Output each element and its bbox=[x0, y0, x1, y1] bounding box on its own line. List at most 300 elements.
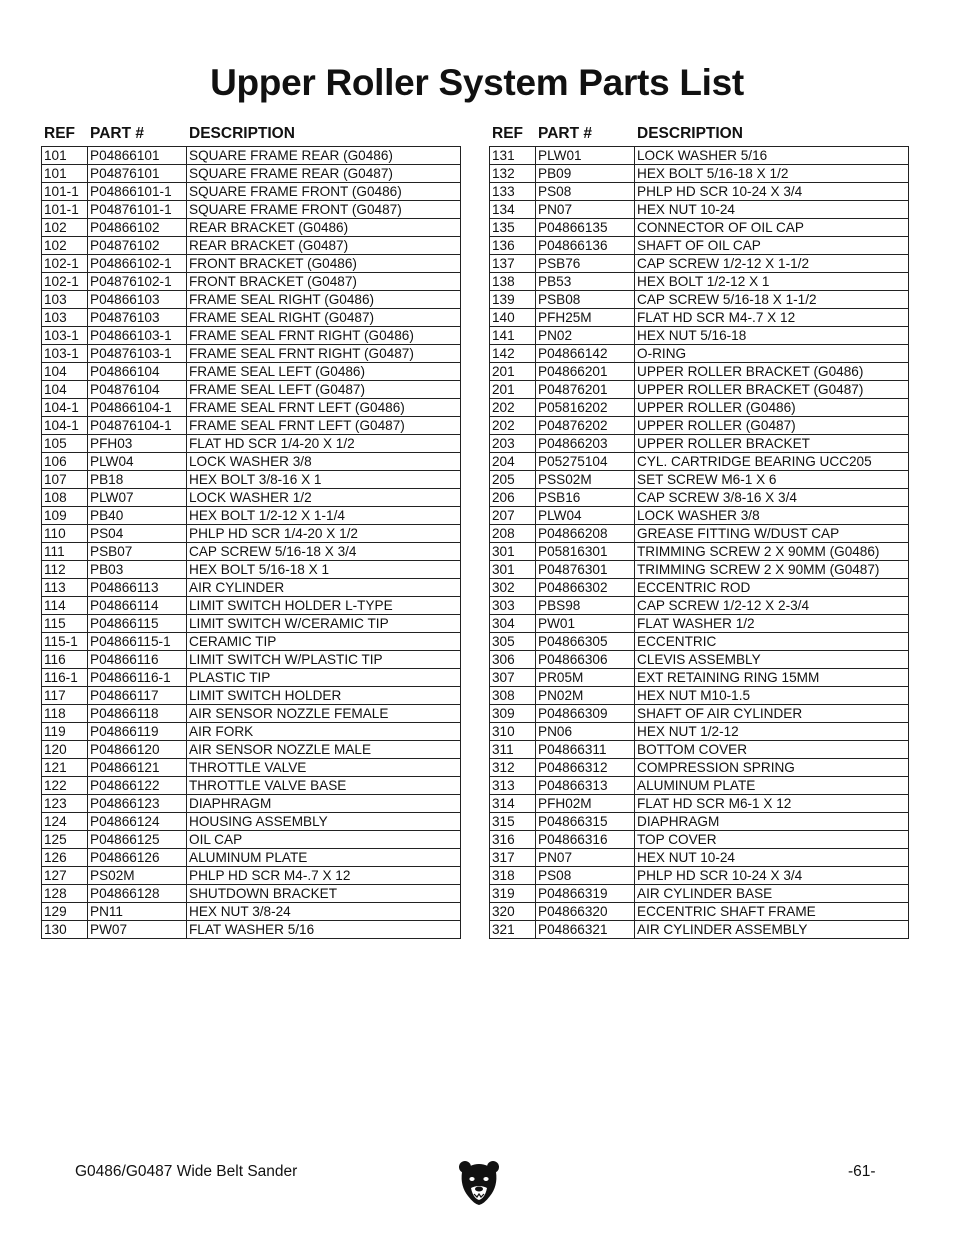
cell-part-number: PB53 bbox=[536, 273, 635, 291]
cell-ref: 205 bbox=[490, 471, 536, 489]
table-row bbox=[490, 327, 909, 345]
table-row bbox=[42, 669, 461, 687]
cell-part-number: PS08 bbox=[536, 867, 635, 885]
table-row bbox=[42, 147, 461, 165]
cell-description: HEX BOLT 5/16-18 X 1/2 bbox=[635, 165, 909, 183]
cell-description: FLAT HD SCR M6-1 X 12 bbox=[635, 795, 909, 813]
table-row bbox=[490, 489, 909, 507]
cell-part-number: P04866119 bbox=[88, 723, 187, 741]
cell-ref: 119 bbox=[42, 723, 88, 741]
cell-part-number: PSS02M bbox=[536, 471, 635, 489]
table-row bbox=[490, 417, 909, 435]
cell-description: HEX NUT 10-24 bbox=[635, 849, 909, 867]
table-row bbox=[490, 687, 909, 705]
cell-ref: 130 bbox=[42, 921, 88, 939]
cell-part-number: PLW07 bbox=[88, 489, 187, 507]
cell-part-number: PBS98 bbox=[536, 597, 635, 615]
cell-ref: 310 bbox=[490, 723, 536, 741]
cell-description: CLEVIS ASSEMBLY bbox=[635, 651, 909, 669]
table-row bbox=[42, 597, 461, 615]
table-row bbox=[490, 219, 909, 237]
cell-part-number: P04876103 bbox=[88, 309, 187, 327]
cell-description: LOCK WASHER 3/8 bbox=[187, 453, 461, 471]
cell-part-number: P04866102-1 bbox=[88, 255, 187, 273]
cell-ref: 318 bbox=[490, 867, 536, 885]
cell-part-number: PN07 bbox=[536, 849, 635, 867]
table-row bbox=[42, 345, 461, 363]
table-row bbox=[42, 309, 461, 327]
cell-description: FRONT BRACKET (G0486) bbox=[187, 255, 461, 273]
cell-part-number: P04866201 bbox=[536, 363, 635, 381]
cell-ref: 103 bbox=[42, 291, 88, 309]
cell-part-number: P04866117 bbox=[88, 687, 187, 705]
cell-description: HEX BOLT 5/16-18 X 1 bbox=[187, 561, 461, 579]
cell-ref: 317 bbox=[490, 849, 536, 867]
cell-description: AIR CYLINDER ASSEMBLY bbox=[635, 921, 909, 939]
cell-ref: 316 bbox=[490, 831, 536, 849]
table-row bbox=[42, 435, 461, 453]
cell-description: TRIMMING SCREW 2 X 90MM (G0486) bbox=[635, 543, 909, 561]
cell-part-number: PB09 bbox=[536, 165, 635, 183]
cell-part-number: PB40 bbox=[88, 507, 187, 525]
cell-part-number: P04866113 bbox=[88, 579, 187, 597]
table-row bbox=[490, 273, 909, 291]
cell-ref: 320 bbox=[490, 903, 536, 921]
cell-part-number: P04866313 bbox=[536, 777, 635, 795]
table-row bbox=[490, 201, 909, 219]
table-row bbox=[490, 561, 909, 579]
cell-description: CAP SCREW 1/2-12 X 2-3/4 bbox=[635, 597, 909, 615]
table-row bbox=[490, 345, 909, 363]
table-row bbox=[42, 417, 461, 435]
cell-ref: 103-1 bbox=[42, 345, 88, 363]
cell-ref: 109 bbox=[42, 507, 88, 525]
cell-part-number: P04866115 bbox=[88, 615, 187, 633]
cell-description: AIR SENSOR NOZZLE FEMALE bbox=[187, 705, 461, 723]
cell-ref: 102-1 bbox=[42, 273, 88, 291]
cell-part-number: P04866309 bbox=[536, 705, 635, 723]
table-row bbox=[490, 597, 909, 615]
table-row bbox=[42, 633, 461, 651]
cell-ref: 111 bbox=[42, 543, 88, 561]
cell-description: CERAMIC TIP bbox=[187, 633, 461, 651]
cell-ref: 110 bbox=[42, 525, 88, 543]
cell-ref: 202 bbox=[490, 417, 536, 435]
cell-part-number: P04866319 bbox=[536, 885, 635, 903]
cell-ref: 106 bbox=[42, 453, 88, 471]
table-row bbox=[42, 615, 461, 633]
table-row bbox=[42, 201, 461, 219]
table-header bbox=[41, 123, 460, 145]
table-row bbox=[490, 795, 909, 813]
cell-part-number: P04866116-1 bbox=[88, 669, 187, 687]
header-ref: REF bbox=[44, 125, 75, 142]
cell-description: SET SCREW M6-1 X 6 bbox=[635, 471, 909, 489]
cell-description: GREASE FITTING W/DUST CAP bbox=[635, 525, 909, 543]
table-row bbox=[490, 885, 909, 903]
table-row bbox=[490, 363, 909, 381]
cell-description: HEX NUT 10-24 bbox=[635, 201, 909, 219]
cell-part-number: P04866306 bbox=[536, 651, 635, 669]
cell-part-number: P04876103-1 bbox=[88, 345, 187, 363]
cell-description: LOCK WASHER 1/2 bbox=[187, 489, 461, 507]
cell-part-number: P04866136 bbox=[536, 237, 635, 255]
cell-part-number: P04866123 bbox=[88, 795, 187, 813]
cell-ref: 102 bbox=[42, 237, 88, 255]
cell-description: THROTTLE VALVE bbox=[187, 759, 461, 777]
table-row bbox=[42, 363, 461, 381]
cell-description: AIR SENSOR NOZZLE MALE bbox=[187, 741, 461, 759]
cell-part-number: P04876201 bbox=[536, 381, 635, 399]
cell-ref: 305 bbox=[490, 633, 536, 651]
cell-part-number: PLW04 bbox=[536, 507, 635, 525]
cell-ref: 304 bbox=[490, 615, 536, 633]
cell-description: DIAPHRAGM bbox=[635, 813, 909, 831]
cell-ref: 108 bbox=[42, 489, 88, 507]
cell-ref: 306 bbox=[490, 651, 536, 669]
cell-description: AIR CYLINDER bbox=[187, 579, 461, 597]
table-row bbox=[490, 579, 909, 597]
cell-ref: 101 bbox=[42, 147, 88, 165]
cell-ref: 206 bbox=[490, 489, 536, 507]
table-row bbox=[42, 705, 461, 723]
cell-description: ECCENTRIC SHAFT FRAME bbox=[635, 903, 909, 921]
cell-part-number: PFH25M bbox=[536, 309, 635, 327]
cell-ref: 124 bbox=[42, 813, 88, 831]
table-row bbox=[490, 165, 909, 183]
table-row bbox=[42, 165, 461, 183]
table-row bbox=[490, 381, 909, 399]
cell-description: ALUMINUM PLATE bbox=[187, 849, 461, 867]
cell-ref: 104-1 bbox=[42, 399, 88, 417]
cell-ref: 301 bbox=[490, 543, 536, 561]
table-row bbox=[490, 615, 909, 633]
table-row bbox=[490, 525, 909, 543]
cell-ref: 120 bbox=[42, 741, 88, 759]
cell-ref: 107 bbox=[42, 471, 88, 489]
table-row bbox=[42, 867, 461, 885]
cell-ref: 309 bbox=[490, 705, 536, 723]
cell-description: LIMIT SWITCH HOLDER bbox=[187, 687, 461, 705]
cell-part-number: P04866101 bbox=[88, 147, 187, 165]
cell-part-number: P04866120 bbox=[88, 741, 187, 759]
cell-ref: 131 bbox=[490, 147, 536, 165]
cell-ref: 122 bbox=[42, 777, 88, 795]
cell-ref: 314 bbox=[490, 795, 536, 813]
cell-part-number: PFH02M bbox=[536, 795, 635, 813]
cell-ref: 118 bbox=[42, 705, 88, 723]
cell-description: EXT RETAINING RING 15MM bbox=[635, 669, 909, 687]
cell-description: CAP SCREW 5/16-18 X 1-1/2 bbox=[635, 291, 909, 309]
cell-description: THROTTLE VALVE BASE bbox=[187, 777, 461, 795]
cell-part-number: PSB08 bbox=[536, 291, 635, 309]
cell-description: AIR FORK bbox=[187, 723, 461, 741]
table-row bbox=[490, 255, 909, 273]
cell-description: PHLP HD SCR 1/4-20 X 1/2 bbox=[187, 525, 461, 543]
table-row bbox=[42, 723, 461, 741]
cell-ref: 123 bbox=[42, 795, 88, 813]
table-row bbox=[42, 885, 461, 903]
header-description: DESCRIPTION bbox=[189, 125, 295, 142]
table-row bbox=[490, 723, 909, 741]
cell-description: PHLP HD SCR 10-24 X 3/4 bbox=[635, 867, 909, 885]
cell-ref: 315 bbox=[490, 813, 536, 831]
cell-description: UPPER ROLLER (G0486) bbox=[635, 399, 909, 417]
cell-description: SQUARE FRAME FRONT (G0487) bbox=[187, 201, 461, 219]
cell-ref: 319 bbox=[490, 885, 536, 903]
cell-ref: 126 bbox=[42, 849, 88, 867]
cell-ref: 125 bbox=[42, 831, 88, 849]
cell-part-number: P04866203 bbox=[536, 435, 635, 453]
cell-ref: 301 bbox=[490, 561, 536, 579]
cell-ref: 104-1 bbox=[42, 417, 88, 435]
cell-description: CAP SCREW 3/8-16 X 3/4 bbox=[635, 489, 909, 507]
cell-description: TRIMMING SCREW 2 X 90MM (G0487) bbox=[635, 561, 909, 579]
cell-ref: 134 bbox=[490, 201, 536, 219]
cell-description: FLAT HD SCR M4-.7 X 12 bbox=[635, 309, 909, 327]
table-row bbox=[42, 489, 461, 507]
cell-part-number: P04866302 bbox=[536, 579, 635, 597]
cell-ref: 103 bbox=[42, 309, 88, 327]
cell-description: HEX NUT 1/2-12 bbox=[635, 723, 909, 741]
cell-part-number: P04876102 bbox=[88, 237, 187, 255]
cell-ref: 101-1 bbox=[42, 183, 88, 201]
cell-part-number: P04866104 bbox=[88, 363, 187, 381]
table-row bbox=[490, 633, 909, 651]
cell-description: SHAFT OF OIL CAP bbox=[635, 237, 909, 255]
cell-description: REAR BRACKET (G0486) bbox=[187, 219, 461, 237]
cell-description: FRAME SEAL FRNT LEFT (G0486) bbox=[187, 399, 461, 417]
table-row bbox=[490, 183, 909, 201]
cell-ref: 101-1 bbox=[42, 201, 88, 219]
table-row bbox=[490, 309, 909, 327]
table-row bbox=[490, 453, 909, 471]
cell-description: FRAME SEAL RIGHT (G0487) bbox=[187, 309, 461, 327]
table-row bbox=[42, 795, 461, 813]
cell-ref: 312 bbox=[490, 759, 536, 777]
cell-ref: 101 bbox=[42, 165, 88, 183]
table-header bbox=[489, 123, 908, 145]
table-row bbox=[42, 291, 461, 309]
cell-description: HEX BOLT 3/8-16 X 1 bbox=[187, 471, 461, 489]
table-row bbox=[42, 507, 461, 525]
cell-part-number: P04866126 bbox=[88, 849, 187, 867]
cell-description: CAP SCREW 5/16-18 X 3/4 bbox=[187, 543, 461, 561]
cell-part-number: PB18 bbox=[88, 471, 187, 489]
cell-part-number: P04866102 bbox=[88, 219, 187, 237]
cell-part-number: P04876104-1 bbox=[88, 417, 187, 435]
cell-ref: 114 bbox=[42, 597, 88, 615]
cell-description: LOCK WASHER 3/8 bbox=[635, 507, 909, 525]
cell-description: FLAT HD SCR 1/4-20 X 1/2 bbox=[187, 435, 461, 453]
cell-part-number: PW07 bbox=[88, 921, 187, 939]
cell-part-number: P04876104 bbox=[88, 381, 187, 399]
cell-ref: 116-1 bbox=[42, 669, 88, 687]
table-row bbox=[42, 831, 461, 849]
cell-part-number: P04876101-1 bbox=[88, 201, 187, 219]
cell-description: SQUARE FRAME REAR (G0486) bbox=[187, 147, 461, 165]
cell-description: SQUARE FRAME REAR (G0487) bbox=[187, 165, 461, 183]
table-row bbox=[42, 273, 461, 291]
cell-description: LIMIT SWITCH W/CERAMIC TIP bbox=[187, 615, 461, 633]
cell-ref: 201 bbox=[490, 363, 536, 381]
cell-ref: 136 bbox=[490, 237, 536, 255]
cell-description: SQUARE FRAME FRONT (G0486) bbox=[187, 183, 461, 201]
cell-ref: 104 bbox=[42, 381, 88, 399]
table-row bbox=[490, 507, 909, 525]
cell-ref: 127 bbox=[42, 867, 88, 885]
cell-description: UPPER ROLLER BRACKET (G0487) bbox=[635, 381, 909, 399]
cell-ref: 102 bbox=[42, 219, 88, 237]
cell-part-number: PSB16 bbox=[536, 489, 635, 507]
table-row bbox=[42, 741, 461, 759]
footer-title: G0486/G0487 Wide Belt Sander bbox=[75, 1163, 298, 1180]
cell-ref: 208 bbox=[490, 525, 536, 543]
cell-description: HEX BOLT 1/2-12 X 1-1/4 bbox=[187, 507, 461, 525]
cell-part-number: PSB07 bbox=[88, 543, 187, 561]
cell-part-number: P04866125 bbox=[88, 831, 187, 849]
table-row bbox=[490, 543, 909, 561]
cell-ref: 113 bbox=[42, 579, 88, 597]
table-row bbox=[490, 705, 909, 723]
cell-part-number: P04866124 bbox=[88, 813, 187, 831]
cell-description: AIR CYLINDER BASE bbox=[635, 885, 909, 903]
table-row bbox=[42, 471, 461, 489]
cell-ref: 104 bbox=[42, 363, 88, 381]
cell-ref: 135 bbox=[490, 219, 536, 237]
cell-part-number: PB03 bbox=[88, 561, 187, 579]
cell-description: UPPER ROLLER BRACKET (G0486) bbox=[635, 363, 909, 381]
table-body bbox=[490, 147, 909, 939]
cell-part-number: P05816202 bbox=[536, 399, 635, 417]
cell-ref: 139 bbox=[490, 291, 536, 309]
cell-part-number: P04866142 bbox=[536, 345, 635, 363]
cell-part-number: PR05M bbox=[536, 669, 635, 687]
cell-description: FRAME SEAL LEFT (G0486) bbox=[187, 363, 461, 381]
cell-part-number: PN11 bbox=[88, 903, 187, 921]
cell-ref: 202 bbox=[490, 399, 536, 417]
table-row bbox=[42, 219, 461, 237]
table-row bbox=[42, 849, 461, 867]
table-row bbox=[490, 291, 909, 309]
table-row bbox=[490, 399, 909, 417]
cell-description: HEX BOLT 1/2-12 X 1 bbox=[635, 273, 909, 291]
cell-description: ECCENTRIC bbox=[635, 633, 909, 651]
cell-ref: 132 bbox=[490, 165, 536, 183]
cell-part-number: P04876101 bbox=[88, 165, 187, 183]
cell-part-number: P04866305 bbox=[536, 633, 635, 651]
cell-ref: 307 bbox=[490, 669, 536, 687]
cell-description: CAP SCREW 1/2-12 X 1-1/2 bbox=[635, 255, 909, 273]
cell-part-number: PLW01 bbox=[536, 147, 635, 165]
cell-ref: 137 bbox=[490, 255, 536, 273]
cell-part-number: PFH03 bbox=[88, 435, 187, 453]
cell-ref: 117 bbox=[42, 687, 88, 705]
table-row bbox=[42, 525, 461, 543]
table-row bbox=[490, 867, 909, 885]
cell-description: CYL. CARTRIDGE BEARING UCC205 bbox=[635, 453, 909, 471]
page-number: -61- bbox=[848, 1163, 876, 1180]
cell-description: FRAME SEAL RIGHT (G0486) bbox=[187, 291, 461, 309]
cell-description: LOCK WASHER 5/16 bbox=[635, 147, 909, 165]
cell-ref: 302 bbox=[490, 579, 536, 597]
cell-description: FLAT WASHER 1/2 bbox=[635, 615, 909, 633]
cell-ref: 128 bbox=[42, 885, 88, 903]
cell-description: HEX NUT 3/8-24 bbox=[187, 903, 461, 921]
cell-description: UPPER ROLLER BRACKET bbox=[635, 435, 909, 453]
cell-part-number: P04866321 bbox=[536, 921, 635, 939]
cell-ref: 321 bbox=[490, 921, 536, 939]
table-row bbox=[490, 759, 909, 777]
table-row bbox=[42, 921, 461, 939]
table-row bbox=[490, 921, 909, 939]
cell-description: TOP COVER bbox=[635, 831, 909, 849]
cell-description: O-RING bbox=[635, 345, 909, 363]
cell-part-number: P04866315 bbox=[536, 813, 635, 831]
parts-table-left bbox=[41, 123, 460, 939]
cell-ref: 311 bbox=[490, 741, 536, 759]
cell-description: REAR BRACKET (G0487) bbox=[187, 237, 461, 255]
cell-part-number: PS02M bbox=[88, 867, 187, 885]
cell-part-number: PN02 bbox=[536, 327, 635, 345]
cell-description: SHUTDOWN BRACKET bbox=[187, 885, 461, 903]
cell-description: UPPER ROLLER (G0487) bbox=[635, 417, 909, 435]
cell-part-number: P04876202 bbox=[536, 417, 635, 435]
table-row bbox=[42, 579, 461, 597]
cell-ref: 133 bbox=[490, 183, 536, 201]
table-row bbox=[42, 327, 461, 345]
cell-part-number: PN06 bbox=[536, 723, 635, 741]
table-row bbox=[490, 651, 909, 669]
cell-ref: 201 bbox=[490, 381, 536, 399]
cell-part-number: P04866116 bbox=[88, 651, 187, 669]
cell-part-number: P04866320 bbox=[536, 903, 635, 921]
table-row bbox=[490, 147, 909, 165]
cell-ref: 203 bbox=[490, 435, 536, 453]
cell-part-number: P05816301 bbox=[536, 543, 635, 561]
cell-description: PHLP HD SCR M4-.7 X 12 bbox=[187, 867, 461, 885]
cell-description: FLAT WASHER 5/16 bbox=[187, 921, 461, 939]
cell-description: OIL CAP bbox=[187, 831, 461, 849]
cell-part-number: P04866101-1 bbox=[88, 183, 187, 201]
cell-ref: 138 bbox=[490, 273, 536, 291]
cell-description: COMPRESSION SPRING bbox=[635, 759, 909, 777]
cell-part-number: P04866311 bbox=[536, 741, 635, 759]
cell-part-number: PW01 bbox=[536, 615, 635, 633]
table-row bbox=[42, 561, 461, 579]
cell-ref: 207 bbox=[490, 507, 536, 525]
table-row bbox=[490, 435, 909, 453]
cell-ref: 303 bbox=[490, 597, 536, 615]
cell-ref: 313 bbox=[490, 777, 536, 795]
cell-part-number: P04866118 bbox=[88, 705, 187, 723]
cell-description: FRONT BRACKET (G0487) bbox=[187, 273, 461, 291]
table-row bbox=[490, 471, 909, 489]
cell-ref: 204 bbox=[490, 453, 536, 471]
cell-part-number: PLW04 bbox=[88, 453, 187, 471]
cell-part-number: P04866114 bbox=[88, 597, 187, 615]
table-row bbox=[42, 453, 461, 471]
cell-ref: 103-1 bbox=[42, 327, 88, 345]
cell-part-number: P04866122 bbox=[88, 777, 187, 795]
cell-ref: 115-1 bbox=[42, 633, 88, 651]
cell-description: ALUMINUM PLATE bbox=[635, 777, 909, 795]
cell-description: CONNECTOR OF OIL CAP bbox=[635, 219, 909, 237]
table-row bbox=[42, 759, 461, 777]
cell-description: FRAME SEAL FRNT RIGHT (G0486) bbox=[187, 327, 461, 345]
table-row bbox=[490, 903, 909, 921]
table-row bbox=[490, 237, 909, 255]
